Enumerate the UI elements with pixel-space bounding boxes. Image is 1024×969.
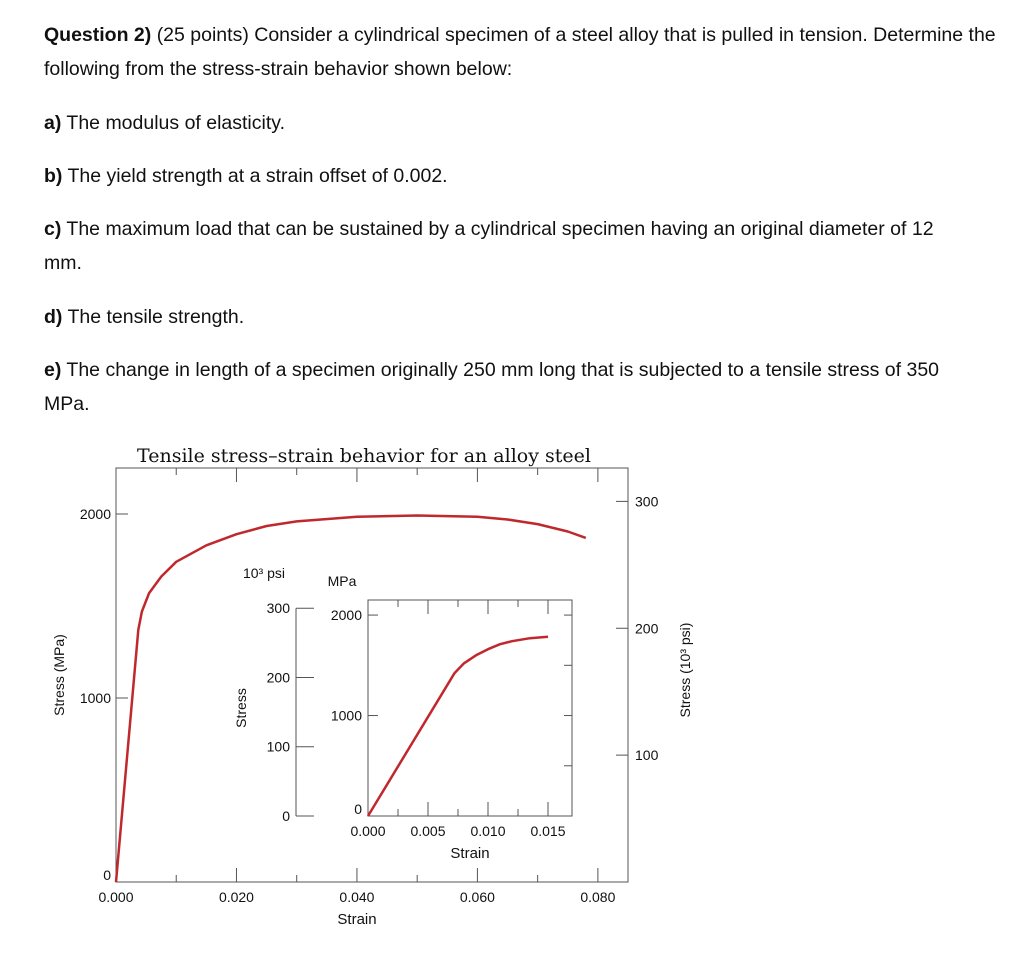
inset-y-axis-label: Stress <box>233 688 249 728</box>
inset-y-tick-label: 0 <box>354 801 362 817</box>
part-e-label: e) <box>44 359 62 381</box>
part-e-text: The change in length of a specimen originally 250 mm long that is subjected to a tensile stress of 350 MPa. <box>44 359 940 415</box>
part-c-text: The maximum load that can be sustained by a cylindrical specimen having an original diameter of 12 mm. <box>44 218 934 274</box>
main-y2-tick-label: 200 <box>635 620 659 637</box>
inset-plot-frame <box>368 600 572 816</box>
part-b-label: b) <box>44 165 63 187</box>
main-y2-tick-label: 100 <box>635 747 659 764</box>
inset-x-tick-label: 0.005 <box>410 823 446 839</box>
inset-x-tick-label: 0.010 <box>470 823 506 839</box>
main-plot-frame <box>116 468 628 882</box>
inset-y-tick-label: 2000 <box>330 607 362 624</box>
main-x-tick-label: 0.040 <box>339 889 375 905</box>
main-x-tick-label: 0.000 <box>98 889 134 905</box>
main-y-axis-label: Stress (MPa) <box>51 634 67 716</box>
inset-mpa-unit: MPa <box>327 573 357 589</box>
inset-chart-marks <box>267 600 572 839</box>
inset-psi-tick-label: 300 <box>266 600 290 617</box>
main-y2-axis-label: Stress (10³ psi) <box>677 622 693 718</box>
inset-psi-tick-label: 100 <box>266 738 290 755</box>
main-chart-title: Tensile stress–strain behavior for an alloy steel <box>137 445 591 467</box>
main-x-tick-label: 0.060 <box>459 889 495 905</box>
main-y-tick-label: 2000 <box>79 506 111 522</box>
inset-psi-tick-label: 0 <box>282 808 290 824</box>
inset-x-axis-label: Strain <box>450 845 490 862</box>
main-y2-tick-label: 300 <box>635 493 659 510</box>
part-d-text: The tensile strength. <box>67 306 245 328</box>
inset-psi-tick-label: 200 <box>266 669 290 686</box>
main-x-tick-label: 0.080 <box>580 889 616 905</box>
part-b-text: The yield strength at a strain offset of 0.002. <box>67 165 448 187</box>
main-y-tick-label: 0 <box>103 867 111 883</box>
part-a-text: The modulus of elasticity. <box>66 112 285 134</box>
inset-stress-strain-curve <box>368 637 548 816</box>
inset-x-tick-label: 0.015 <box>530 823 566 839</box>
main-x-tick-label: 0.020 <box>218 889 254 905</box>
part-c-label: c) <box>44 218 62 240</box>
question-title: Question 2) <box>44 24 152 46</box>
inset-psi-unit: 10³ psi <box>242 565 286 581</box>
question-intro: Consider a cylindrical specimen of a steel alloy that is pulled in tension. Determine the following from the stress-strain behavior shown below: <box>44 24 996 80</box>
part-a-label: a) <box>44 112 62 134</box>
inset-x-tick-label: 0.000 <box>350 823 386 839</box>
part-d-label: d) <box>44 306 63 328</box>
main-x-axis-label: Strain <box>337 911 377 928</box>
inset-y-tick-label: 1000 <box>330 707 362 724</box>
main-y-tick-label: 1000 <box>79 690 111 706</box>
question-points: (25 points) <box>156 24 249 46</box>
